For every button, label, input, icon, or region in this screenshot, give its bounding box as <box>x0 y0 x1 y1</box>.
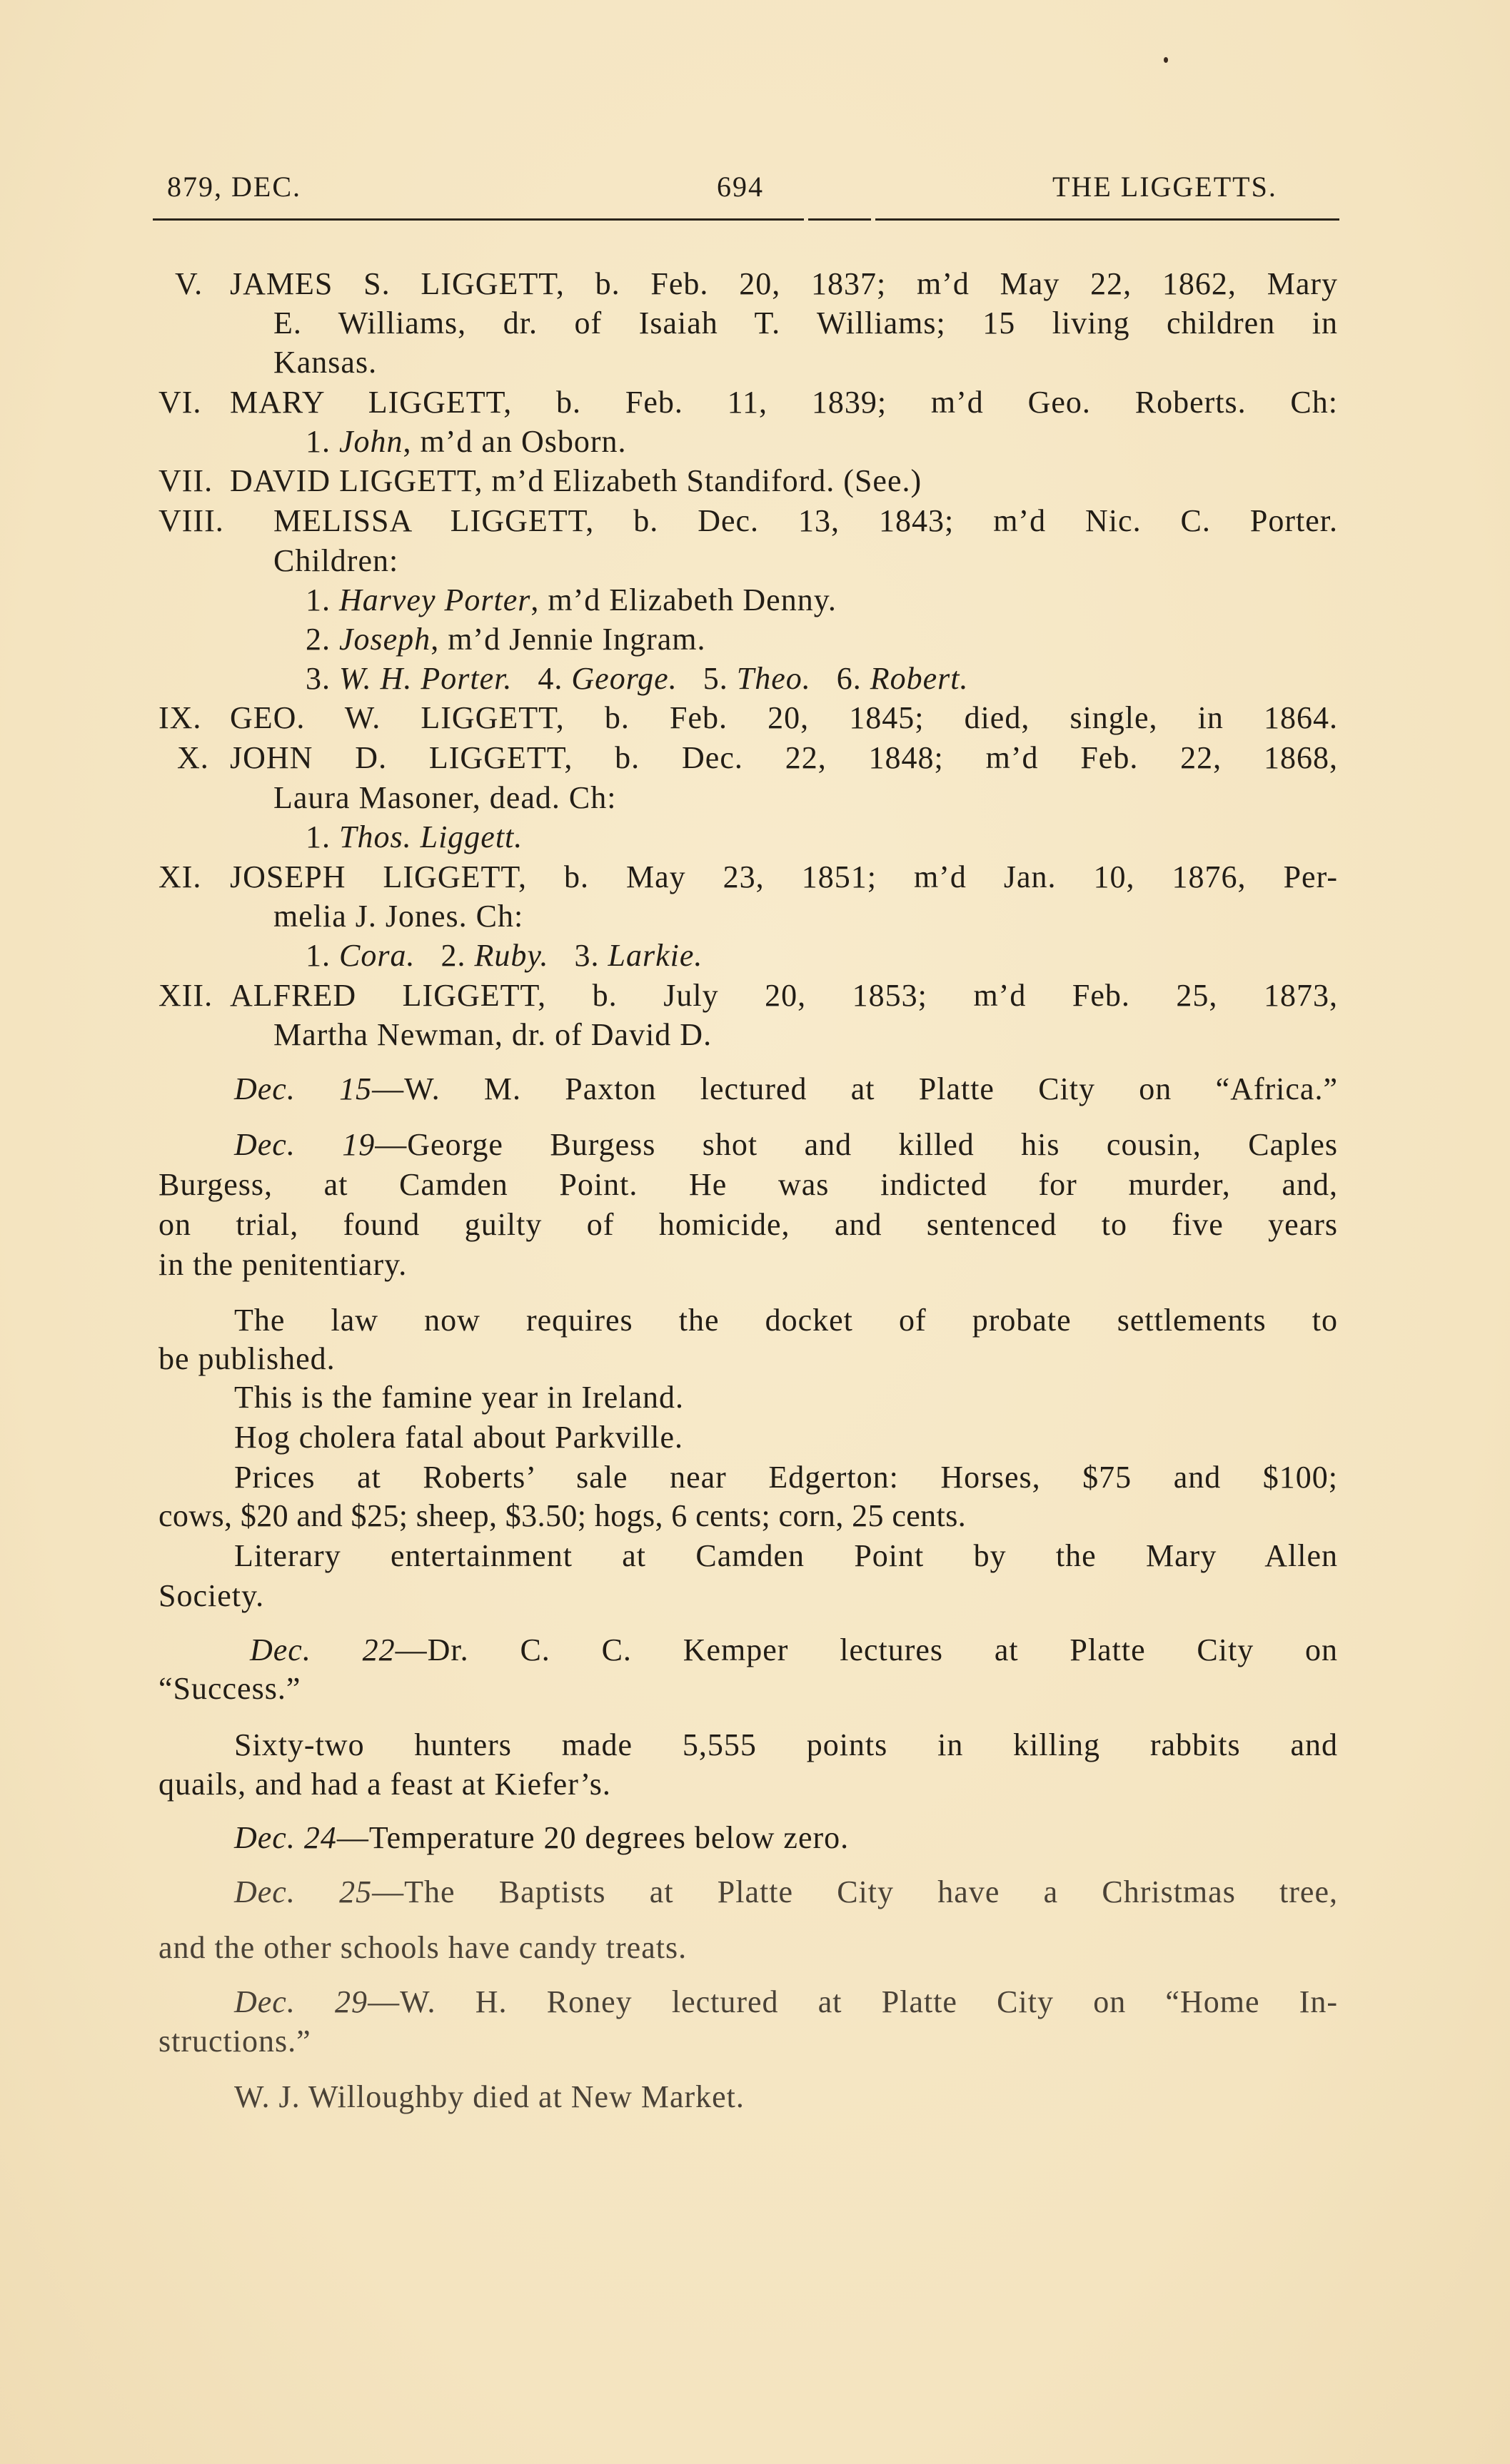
child-item <box>306 621 706 658</box>
child-name: Ruby. <box>474 938 549 973</box>
entry-numeral: XI. <box>158 859 202 894</box>
child-number: 1. <box>306 819 331 854</box>
paragraph-line: quails, and had a feast at Kiefer’s. <box>158 1767 611 1802</box>
child-number: 3. <box>306 661 331 696</box>
child-name: W. H. Porter. <box>339 661 513 696</box>
child-detail: , m’d Jennie Ingram. <box>431 622 706 657</box>
paragraph-line: This is the famine year in Ireland. <box>234 1380 685 1415</box>
entry-date: Dec. 22 <box>250 1632 396 1667</box>
child-number: 2. <box>306 622 331 657</box>
child-number: 3. <box>574 938 600 973</box>
entry-line: DAVID LIGGETT, m’d Elizabeth Standiford. (See.) <box>230 463 922 498</box>
child-item <box>306 582 837 619</box>
child-name: Thos. Liggett. <box>339 819 523 854</box>
paragraph-line: Hog cholera fatal about Parkville. <box>234 1420 684 1455</box>
entry-line: Children: <box>273 543 399 578</box>
paragraph-line <box>234 1874 1338 1911</box>
paragraph-line: W. J. Willoughby died at New Market. <box>234 2079 745 2114</box>
entry-line: melia J. Jones. Ch: <box>273 899 524 934</box>
paragraph-line: be published. <box>158 1341 336 1376</box>
paragraph-line: Sixty-two hunters made 5,555 points in killing rabbits and <box>234 1727 1338 1762</box>
paragraph-line: Prices at Roberts’ sale near Edgerton: Horses, $75 and $100; <box>234 1460 1338 1495</box>
entry-line: ALFRED LIGGETT, b. July 20, 1853; m’d Feb. 25, 1873, <box>230 978 1338 1013</box>
child-item <box>306 423 627 460</box>
entry-line: JOHN D. LIGGETT, b. Dec. 22, 1848; m’d Feb. 22, 1868, <box>230 740 1338 775</box>
line-text: —W. H. Roney lectured at Platte City on “Home In- <box>368 1984 1338 2019</box>
entry-date: Dec. 25 <box>234 1874 373 1909</box>
entry-numeral: X. <box>177 740 209 775</box>
child-name: Harvey Porter <box>339 582 531 617</box>
child-number: 4. <box>538 661 563 696</box>
child-name: Cora. <box>339 938 416 973</box>
paragraph-line: on trial, found guilty of homicide, and sentenced to five years <box>158 1207 1338 1242</box>
line-text: —Dr. C. C. Kemper lectures at Platte City on <box>395 1632 1338 1667</box>
header-rule <box>153 218 804 221</box>
entry-line: E. Williams, dr. of Isaiah T. Williams; 15 living children in <box>273 306 1338 340</box>
line-text: —Temperature 20 degrees below zero. <box>336 1820 850 1855</box>
ink-speck <box>1164 57 1168 63</box>
child-name: George. <box>571 661 678 696</box>
entry-date: Dec. 15 <box>234 1071 373 1106</box>
header-rule <box>808 218 871 221</box>
child-detail: , m’d an Osborn. <box>403 424 627 459</box>
paragraph-line <box>234 1819 849 1857</box>
children-row <box>306 660 968 697</box>
entry-line: MARY LIGGETT, b. Feb. 11, 1839; m’d Geo. Roberts. Ch: <box>230 385 1338 420</box>
paragraph-line <box>234 1126 1338 1163</box>
child-number: 1. <box>306 424 331 459</box>
paragraph-line <box>234 1071 1338 1108</box>
child-item <box>306 819 523 856</box>
child-name: John <box>339 424 403 459</box>
entry-numeral: VI. <box>158 385 202 420</box>
entry-numeral: V. <box>175 266 203 301</box>
entry-line: JOSEPH LIGGETT, b. May 23, 1851; m’d Jan. 10, 1876, Per- <box>230 859 1338 894</box>
entry-date: Dec. 24 <box>234 1820 337 1855</box>
line-text: —W. M. Paxton lectured at Platte City on “Africa.” <box>372 1071 1338 1106</box>
header-rule <box>875 218 1339 221</box>
child-detail: , m’d Elizabeth Denny. <box>530 582 837 617</box>
line-text: —George Burgess shot and killed his cousin, Caples <box>375 1127 1338 1162</box>
child-name: Larkie. <box>608 938 703 973</box>
entry-line: JAMES S. LIGGETT, b. Feb. 20, 1837; m’d May 22, 1862, Mary <box>230 266 1338 301</box>
child-number: 1. <box>306 582 331 617</box>
paragraph-line: “Success.” <box>158 1671 301 1706</box>
paragraph-line <box>250 1632 1338 1669</box>
paragraph-line: in the penitentiary. <box>158 1247 408 1282</box>
paragraph-line: Burgess, at Camden Point. He was indicted for murder, and, <box>158 1167 1338 1202</box>
child-number: 6. <box>836 661 862 696</box>
child-name: Joseph <box>339 622 431 657</box>
paragraph-line: structions.” <box>158 2024 311 2059</box>
child-number: 2. <box>441 938 466 973</box>
paragraph-line <box>234 1984 1338 2021</box>
paragraph-line: and the other schools have candy treats. <box>158 1930 688 1965</box>
entry-line: Kansas. <box>273 345 378 380</box>
line-text: —The Baptists at Platte City have a Christmas tree, <box>372 1874 1338 1909</box>
child-name: Theo. <box>736 661 811 696</box>
entry-date: Dec. 19 <box>234 1127 376 1162</box>
entry-line: GEO. W. LIGGETT, b. Feb. 20, 1845; died, single, in 1864. <box>230 700 1338 735</box>
child-name: Robert. <box>870 661 969 696</box>
child-number: 5. <box>703 661 728 696</box>
paragraph-line: Society. <box>158 1578 265 1613</box>
entry-date: Dec. 29 <box>234 1984 368 2019</box>
entry-numeral: XII. <box>158 978 213 1013</box>
child-number: 1. <box>306 938 331 973</box>
running-head-left: 879, DEC. <box>167 171 301 203</box>
children-row <box>306 937 703 974</box>
entry-numeral: VII. <box>158 463 213 498</box>
paragraph-line: Literary entertainment at Camden Point by the Mary Allen <box>234 1538 1338 1573</box>
paragraph-line: cows, $20 and $25; sheep, $3.50; hogs, 6 cents; corn, 25 cents. <box>158 1498 967 1533</box>
page-number: 694 <box>717 171 764 203</box>
entry-line: Laura Masoner, dead. Ch: <box>273 780 617 815</box>
running-head-title: THE LIGGETTS. <box>1052 171 1277 203</box>
entry-line: MELISSA LIGGETT, b. Dec. 13, 1843; m’d Nic. C. Porter. <box>273 503 1338 538</box>
entry-numeral: VIII. <box>158 503 224 538</box>
entry-numeral: IX. <box>158 700 202 735</box>
entry-line: Martha Newman, dr. of David D. <box>273 1017 713 1052</box>
paragraph-line: The law now requires the docket of probate settlements to <box>234 1303 1338 1338</box>
